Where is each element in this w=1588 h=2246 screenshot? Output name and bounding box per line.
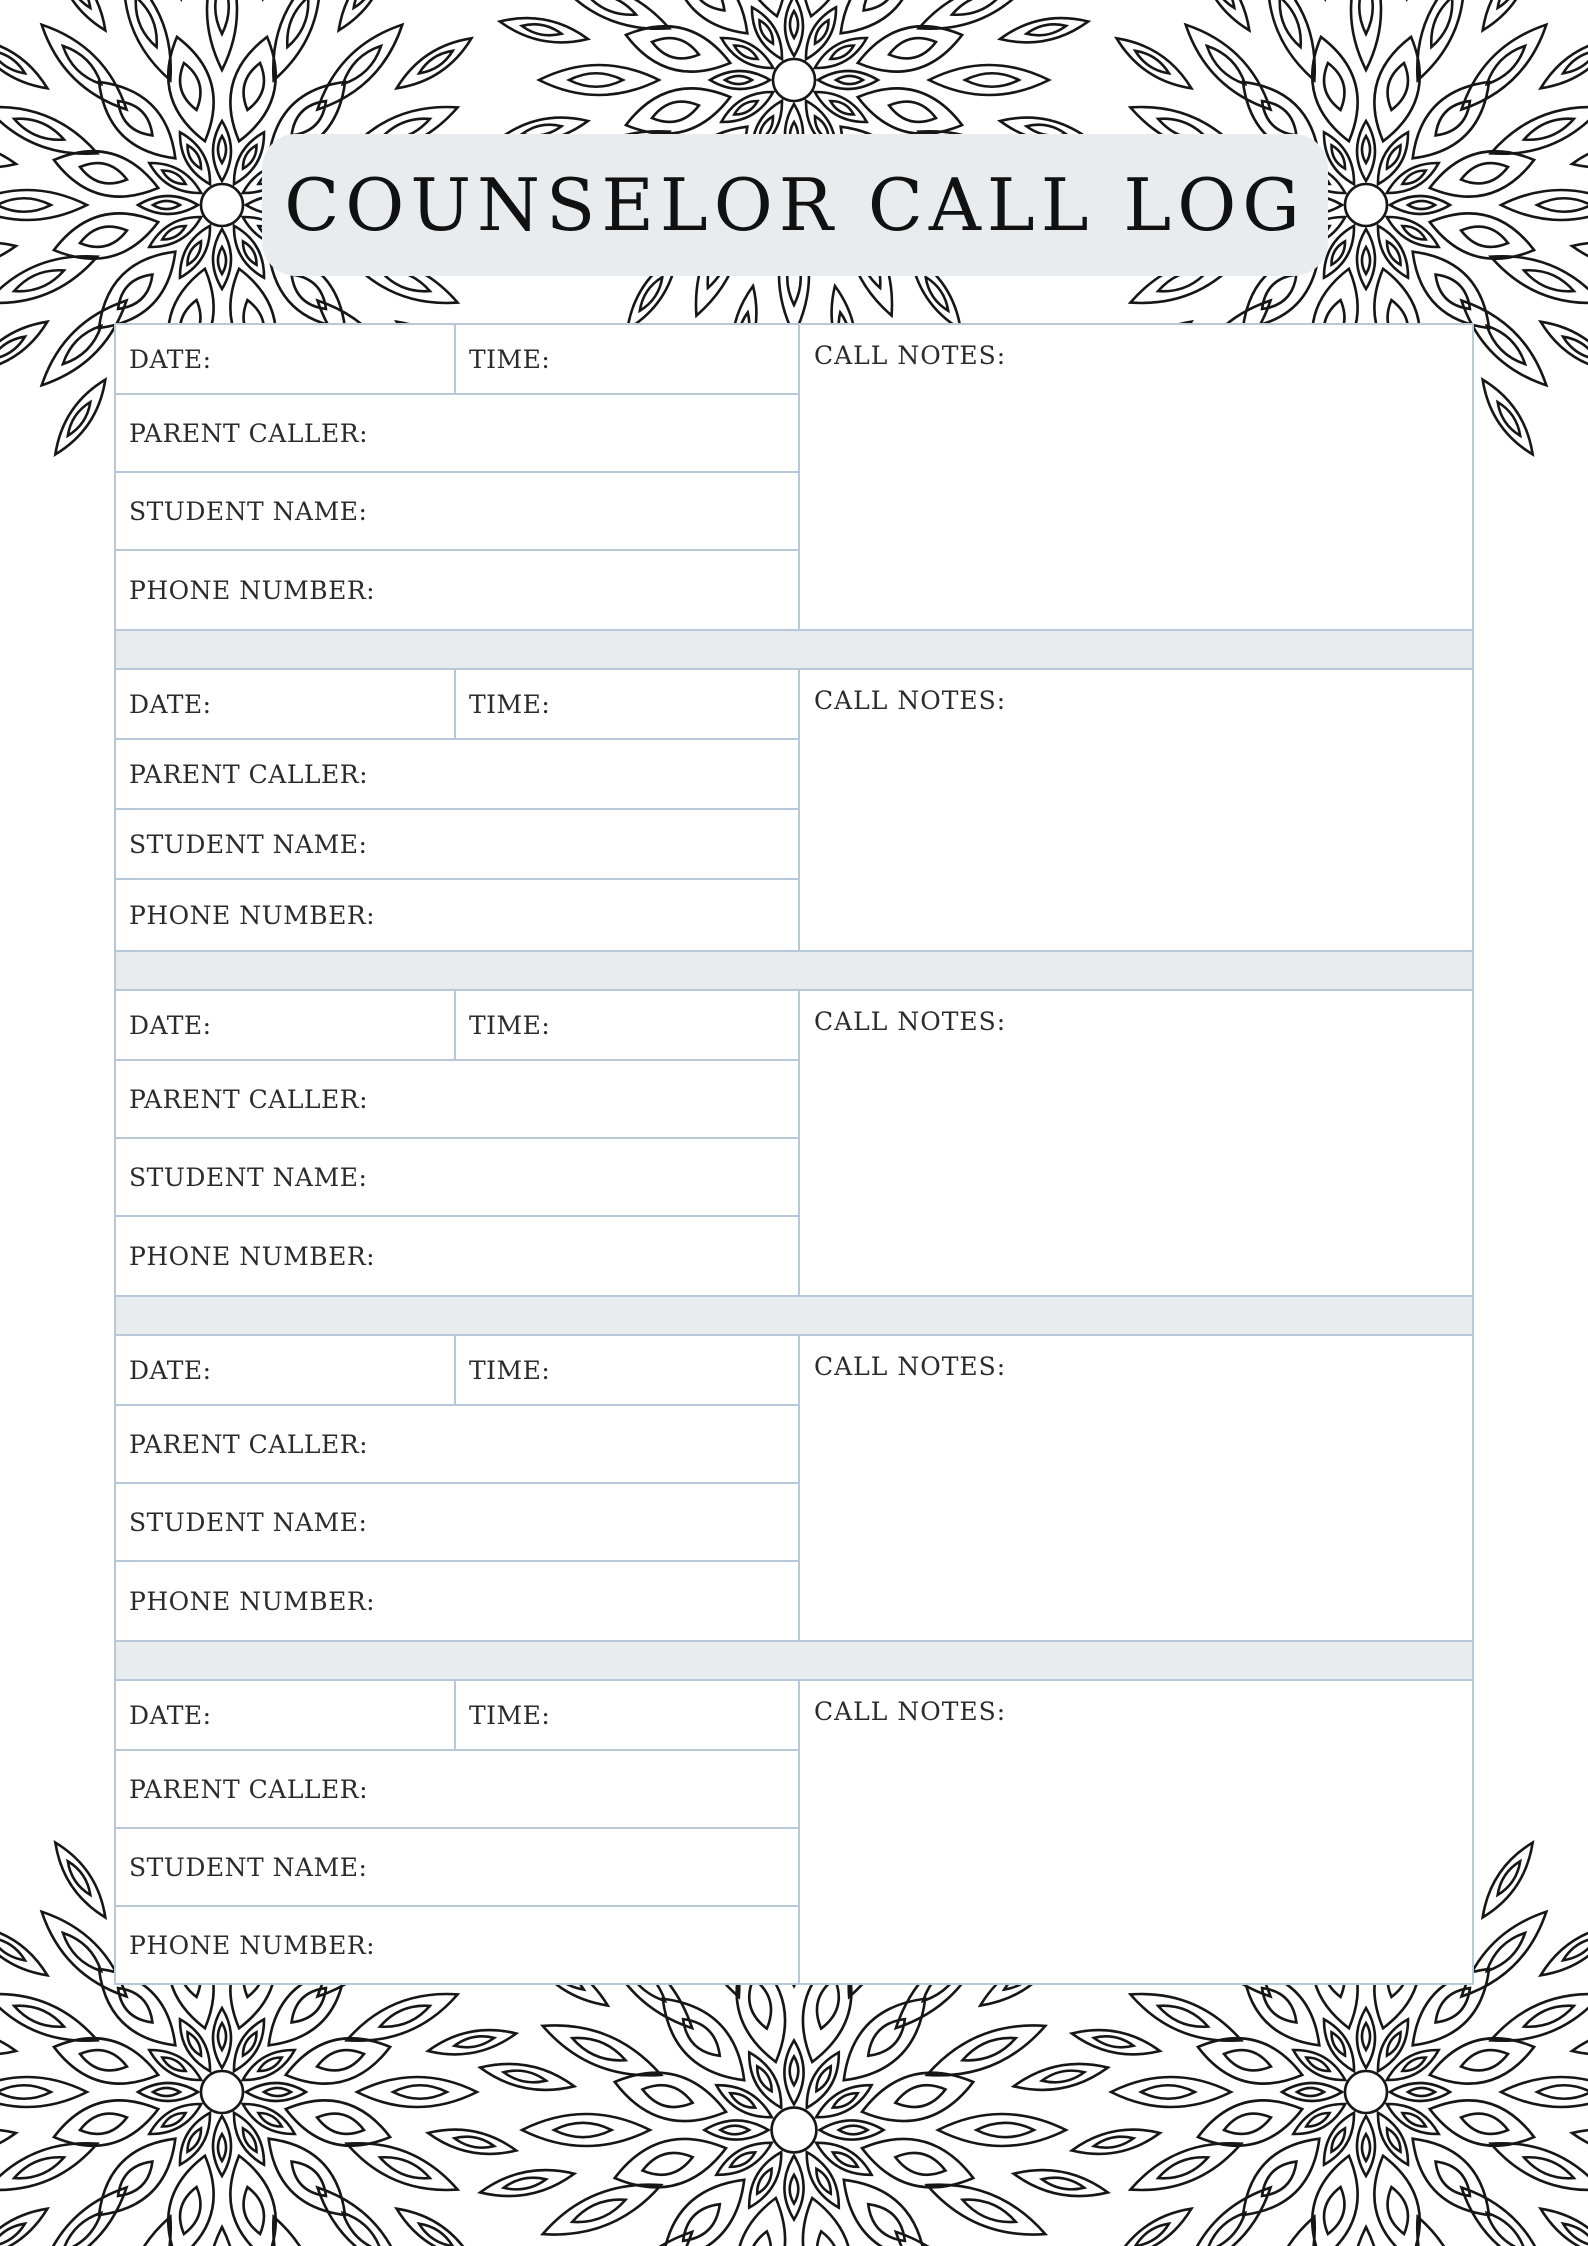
call-entry [116, 1681, 1472, 1983]
student-name-row [116, 473, 798, 551]
phone-number-field[interactable]: PHONE NUMBER: [129, 900, 376, 930]
parent-caller-field[interactable]: PARENT CALLER: [129, 1774, 369, 1804]
phone-number-field[interactable]: PHONE NUMBER: [129, 575, 376, 605]
student-name-row [116, 1829, 798, 1907]
student-name-field[interactable]: STUDENT NAME: [129, 496, 368, 526]
entry-fields [116, 991, 800, 1295]
page-title: COUNSELOR CALL LOG [284, 163, 1306, 247]
call-notes-field[interactable]: CALL NOTES: [814, 1007, 1007, 1036]
call-entry [116, 670, 1472, 952]
parent-caller-row [116, 1406, 798, 1484]
date-field[interactable]: DATE: [116, 1336, 456, 1404]
date-time-row [116, 1336, 798, 1406]
time-field[interactable]: TIME: [469, 1700, 551, 1730]
call-notes-field[interactable]: CALL NOTES: [814, 341, 1007, 370]
call-notes-field[interactable]: CALL NOTES: [814, 686, 1007, 715]
parent-caller-field[interactable]: PARENT CALLER: [129, 418, 369, 448]
parent-caller-row [116, 740, 798, 810]
phone-number-field[interactable]: PHONE NUMBER: [129, 1586, 376, 1616]
parent-caller-field[interactable]: PARENT CALLER: [129, 1429, 369, 1459]
student-name-field[interactable]: STUDENT NAME: [129, 1507, 368, 1537]
parent-caller-row [116, 395, 798, 473]
phone-number-row [116, 1907, 798, 1983]
student-name-row [116, 1484, 798, 1562]
date-time-row [116, 670, 798, 740]
entry-separator [116, 631, 1472, 670]
parent-caller-field[interactable]: PARENT CALLER: [129, 1084, 369, 1114]
date-field[interactable]: DATE: [116, 1681, 456, 1749]
date-time-row [116, 991, 798, 1061]
time-field[interactable]: TIME: [469, 1010, 551, 1040]
entry-separator [116, 952, 1472, 991]
phone-number-field[interactable]: PHONE NUMBER: [129, 1930, 376, 1960]
date-field[interactable]: DATE: [116, 991, 456, 1059]
student-name-field[interactable]: STUDENT NAME: [129, 829, 368, 859]
phone-number-row [116, 1562, 798, 1640]
phone-number-row [116, 880, 798, 950]
call-entry [116, 991, 1472, 1297]
call-notes-field[interactable]: CALL NOTES: [814, 1697, 1007, 1726]
time-field[interactable]: TIME: [469, 689, 551, 719]
time-field[interactable]: TIME: [469, 344, 551, 374]
call-entry [116, 325, 1472, 631]
call-notes-field[interactable]: CALL NOTES: [814, 1352, 1007, 1381]
date-field[interactable]: DATE: [116, 670, 456, 738]
entry-fields [116, 1681, 800, 1983]
date-time-row [116, 325, 798, 395]
title-banner [262, 134, 1328, 276]
time-field[interactable]: TIME: [469, 1355, 551, 1385]
date-field[interactable]: DATE: [116, 325, 456, 393]
parent-caller-row [116, 1061, 798, 1139]
student-name-field[interactable]: STUDENT NAME: [129, 1852, 368, 1882]
date-time-row [116, 1681, 798, 1751]
entry-separator [116, 1297, 1472, 1336]
entry-fields [116, 670, 800, 950]
student-name-field[interactable]: STUDENT NAME: [129, 1162, 368, 1192]
phone-number-row [116, 551, 798, 629]
parent-caller-field[interactable]: PARENT CALLER: [129, 759, 369, 789]
student-name-row [116, 810, 798, 880]
parent-caller-row [116, 1751, 798, 1829]
call-log-table [114, 323, 1474, 1985]
call-entry [116, 1336, 1472, 1642]
phone-number-field[interactable]: PHONE NUMBER: [129, 1241, 376, 1271]
entry-separator [116, 1642, 1472, 1681]
entry-fields [116, 1336, 800, 1640]
student-name-row [116, 1139, 798, 1217]
phone-number-row [116, 1217, 798, 1295]
entry-fields [116, 325, 800, 629]
